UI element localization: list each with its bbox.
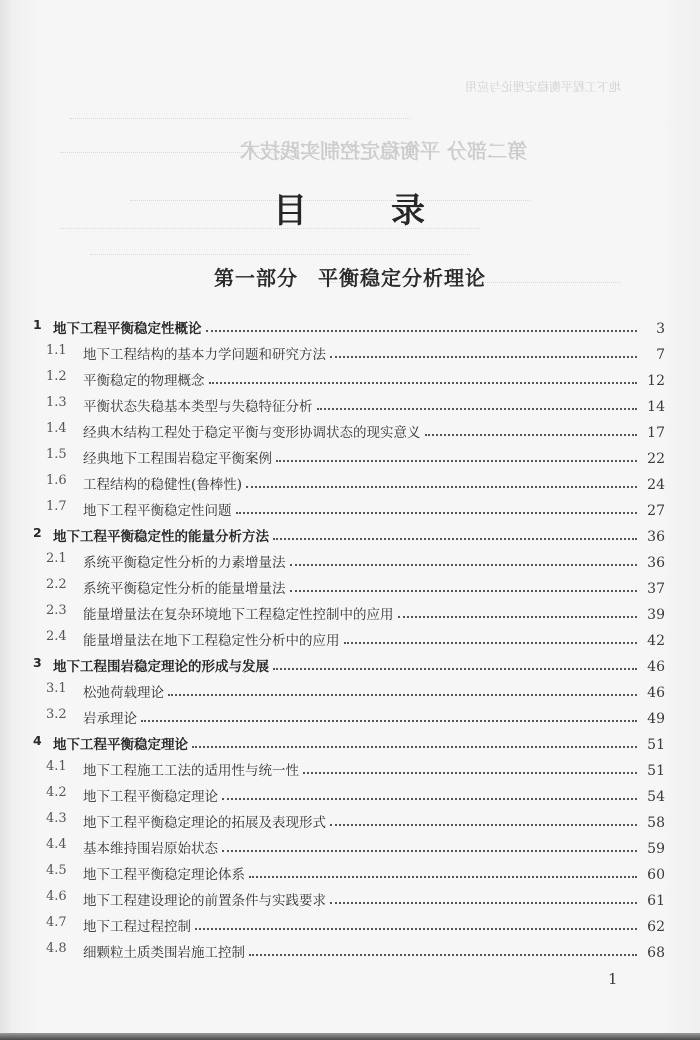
toc-entry-section[interactable] bbox=[0, 421, 700, 443]
entry-title: 地下工程施工工法的适用性与统一性 bbox=[83, 763, 299, 779]
entry-number: 2.3 bbox=[46, 603, 67, 618]
entry-page: 51 bbox=[647, 763, 665, 779]
entry-page: 22 bbox=[647, 451, 665, 467]
entry-page: 3 bbox=[656, 321, 665, 337]
dot-leader bbox=[273, 668, 637, 670]
entry-title: 系统平衡稳定性分析的能量增量法 bbox=[83, 581, 286, 597]
entry-page: 36 bbox=[647, 555, 665, 571]
dot-leader bbox=[290, 590, 638, 592]
toc-entry-section[interactable] bbox=[0, 473, 700, 495]
dot-leader bbox=[317, 408, 638, 410]
entry-number: 4.6 bbox=[46, 889, 67, 904]
dot-leader bbox=[398, 616, 638, 618]
entry-title: 地下工程围岩稳定理论的形成与发展 bbox=[53, 659, 269, 675]
entry-title: 平衡稳定的物理概念 bbox=[83, 373, 205, 389]
toc-entry-section[interactable] bbox=[0, 837, 700, 859]
entry-title: 地下工程平衡稳定性概论 bbox=[53, 321, 202, 337]
entry-title: 地下工程平衡稳定理论的拓展及表现形式 bbox=[83, 815, 326, 831]
dot-leader bbox=[222, 850, 637, 852]
entry-page: 14 bbox=[647, 399, 665, 415]
entry-number: 4.4 bbox=[46, 837, 67, 852]
entry-page: 62 bbox=[647, 919, 665, 935]
dot-leader bbox=[222, 798, 637, 800]
entry-title: 地下工程平衡稳定性的能量分析方法 bbox=[53, 529, 269, 545]
toc-entry-section[interactable] bbox=[0, 889, 700, 911]
dot-leader bbox=[290, 564, 638, 566]
entry-number: 4 bbox=[33, 733, 42, 748]
entry-title: 地下工程平衡稳定理论 bbox=[53, 737, 188, 753]
entry-number: 1.1 bbox=[46, 343, 67, 358]
bleed-through-leader bbox=[60, 152, 320, 154]
entry-page: 68 bbox=[647, 945, 665, 961]
entry-page: 36 bbox=[647, 529, 665, 545]
toc-entry-chapter[interactable] bbox=[0, 733, 700, 755]
dot-leader bbox=[330, 902, 637, 904]
dot-leader bbox=[249, 954, 637, 956]
entry-number: 1.5 bbox=[46, 447, 67, 462]
toc-entry-section[interactable] bbox=[0, 395, 700, 417]
toc-entry-section[interactable] bbox=[0, 369, 700, 391]
dot-leader bbox=[303, 772, 637, 774]
dot-leader bbox=[195, 928, 637, 930]
dot-leader bbox=[206, 330, 638, 332]
entry-title: 基本维持围岩原始状态 bbox=[83, 841, 218, 857]
toc-entry-section[interactable] bbox=[0, 811, 700, 833]
entry-number: 4.8 bbox=[46, 941, 67, 956]
toc-entry-section[interactable] bbox=[0, 343, 700, 365]
toc-entry-section[interactable] bbox=[0, 499, 700, 521]
toc-entry-section[interactable] bbox=[0, 941, 700, 963]
entry-title: 地下工程过程控制 bbox=[83, 919, 191, 935]
entry-number: 1.7 bbox=[46, 499, 67, 514]
entry-number: 2.2 bbox=[46, 577, 67, 592]
bleed-through-header: 地下工程平衡稳定理论与应用 bbox=[465, 80, 622, 94]
entry-page: 61 bbox=[647, 893, 665, 909]
toc-title-char: 目 bbox=[273, 191, 309, 231]
toc-entry-section[interactable] bbox=[0, 681, 700, 703]
entry-number: 4.2 bbox=[46, 785, 67, 800]
entry-number: 3 bbox=[33, 655, 42, 670]
entry-number: 4.5 bbox=[46, 863, 67, 878]
entry-number: 3.1 bbox=[46, 681, 67, 696]
entry-title: 松弛荷载理论 bbox=[83, 685, 164, 701]
dot-leader bbox=[425, 434, 638, 436]
entry-number: 2 bbox=[33, 525, 42, 540]
bleed-through-leader bbox=[70, 118, 410, 120]
entry-page: 24 bbox=[647, 477, 665, 493]
entry-title: 地下工程建设理论的前置条件与实践要求 bbox=[83, 893, 326, 909]
bleed-through-leader bbox=[90, 254, 470, 256]
toc-entry-section[interactable] bbox=[0, 863, 700, 885]
part-label: 第一部分 bbox=[214, 266, 298, 290]
dot-leader bbox=[249, 876, 637, 878]
entry-number: 4.7 bbox=[46, 915, 67, 930]
entry-page: 60 bbox=[647, 867, 665, 883]
entry-number: 3.2 bbox=[46, 707, 67, 722]
entry-page: 12 bbox=[647, 373, 665, 389]
entry-page: 58 bbox=[647, 815, 665, 831]
entry-number: 4.1 bbox=[46, 759, 67, 774]
entry-title: 能量增量法在地下工程稳定性分析中的应用 bbox=[83, 633, 340, 649]
toc-entry-section[interactable] bbox=[0, 785, 700, 807]
entry-page: 46 bbox=[647, 685, 665, 701]
toc-entry-section[interactable] bbox=[0, 577, 700, 599]
entry-title: 细颗粒土质类围岩施工控制 bbox=[83, 945, 245, 961]
toc-entry-chapter[interactable] bbox=[0, 317, 700, 339]
entry-number: 2.1 bbox=[46, 551, 67, 566]
entry-number: 1.2 bbox=[46, 369, 67, 384]
bleed-through-part-title: 第二部分 平衡稳定控制实践技术 bbox=[240, 139, 527, 163]
dot-leader bbox=[273, 538, 637, 540]
entry-number: 2.4 bbox=[46, 629, 67, 644]
dot-leader bbox=[276, 460, 637, 462]
entry-title: 地下工程平衡稳定理论体系 bbox=[83, 867, 245, 883]
entry-page: 46 bbox=[647, 659, 665, 675]
entry-title: 地下工程平衡稳定理论 bbox=[83, 789, 218, 805]
entry-title: 岩承理论 bbox=[83, 711, 137, 727]
toc-title bbox=[0, 183, 700, 232]
dot-leader bbox=[192, 746, 637, 748]
entry-page: 59 bbox=[647, 841, 665, 857]
page-bottom-edge bbox=[0, 1033, 700, 1040]
entry-page: 42 bbox=[647, 633, 665, 649]
toc-entry-chapter[interactable] bbox=[0, 525, 700, 547]
entry-page: 7 bbox=[656, 347, 665, 363]
entry-number: 1.4 bbox=[46, 421, 67, 436]
entry-title: 经典地下工程围岩稳定平衡案例 bbox=[83, 451, 272, 467]
toc-entry-section[interactable] bbox=[0, 759, 700, 781]
page-number: 1 bbox=[608, 970, 618, 988]
toc-entry-section[interactable] bbox=[0, 603, 700, 625]
entry-page: 51 bbox=[647, 737, 665, 753]
toc-entry-section[interactable] bbox=[0, 629, 700, 651]
dot-leader bbox=[236, 512, 638, 514]
entry-number: 1.6 bbox=[46, 473, 67, 488]
entry-number: 1.3 bbox=[46, 395, 67, 410]
part-name: 平衡稳定分析理论 bbox=[318, 266, 486, 290]
dot-leader bbox=[141, 720, 637, 722]
entry-title: 经典木结构工程处于稳定平衡与变形协调状态的现实意义 bbox=[83, 425, 421, 441]
entry-number: 4.3 bbox=[46, 811, 67, 826]
toc-entry-chapter[interactable] bbox=[0, 655, 700, 677]
dot-leader bbox=[246, 486, 637, 488]
toc-entry-section[interactable] bbox=[0, 707, 700, 729]
entry-title: 地下工程结构的基本力学问题和研究方法 bbox=[83, 347, 326, 363]
dot-leader bbox=[209, 382, 638, 384]
dot-leader bbox=[344, 642, 638, 644]
entry-title: 工程结构的稳健性(鲁棒性) bbox=[83, 477, 243, 493]
entry-page: 27 bbox=[647, 503, 665, 519]
entry-title: 地下工程平衡稳定性问题 bbox=[83, 503, 232, 519]
entry-page: 17 bbox=[647, 425, 665, 441]
entry-number: 1 bbox=[33, 317, 42, 332]
dot-leader bbox=[330, 356, 637, 358]
entry-title: 系统平衡稳定性分析的力素增量法 bbox=[83, 555, 286, 571]
entry-title: 平衡状态失稳基本类型与失稳特征分析 bbox=[83, 399, 313, 415]
entry-page: 37 bbox=[647, 581, 665, 597]
entry-page: 54 bbox=[647, 789, 665, 805]
dot-leader bbox=[168, 694, 637, 696]
entry-page: 49 bbox=[647, 711, 665, 727]
entry-page: 39 bbox=[647, 607, 665, 623]
toc-entry-section[interactable] bbox=[0, 551, 700, 573]
dot-leader bbox=[330, 824, 637, 826]
toc-entry-section[interactable] bbox=[0, 447, 700, 469]
toc-entry-section[interactable] bbox=[0, 915, 700, 937]
part-heading bbox=[0, 262, 700, 291]
entry-title: 能量增量法在复杂环境地下工程稳定性控制中的应用 bbox=[83, 607, 394, 623]
toc-title-char: 录 bbox=[391, 191, 427, 231]
